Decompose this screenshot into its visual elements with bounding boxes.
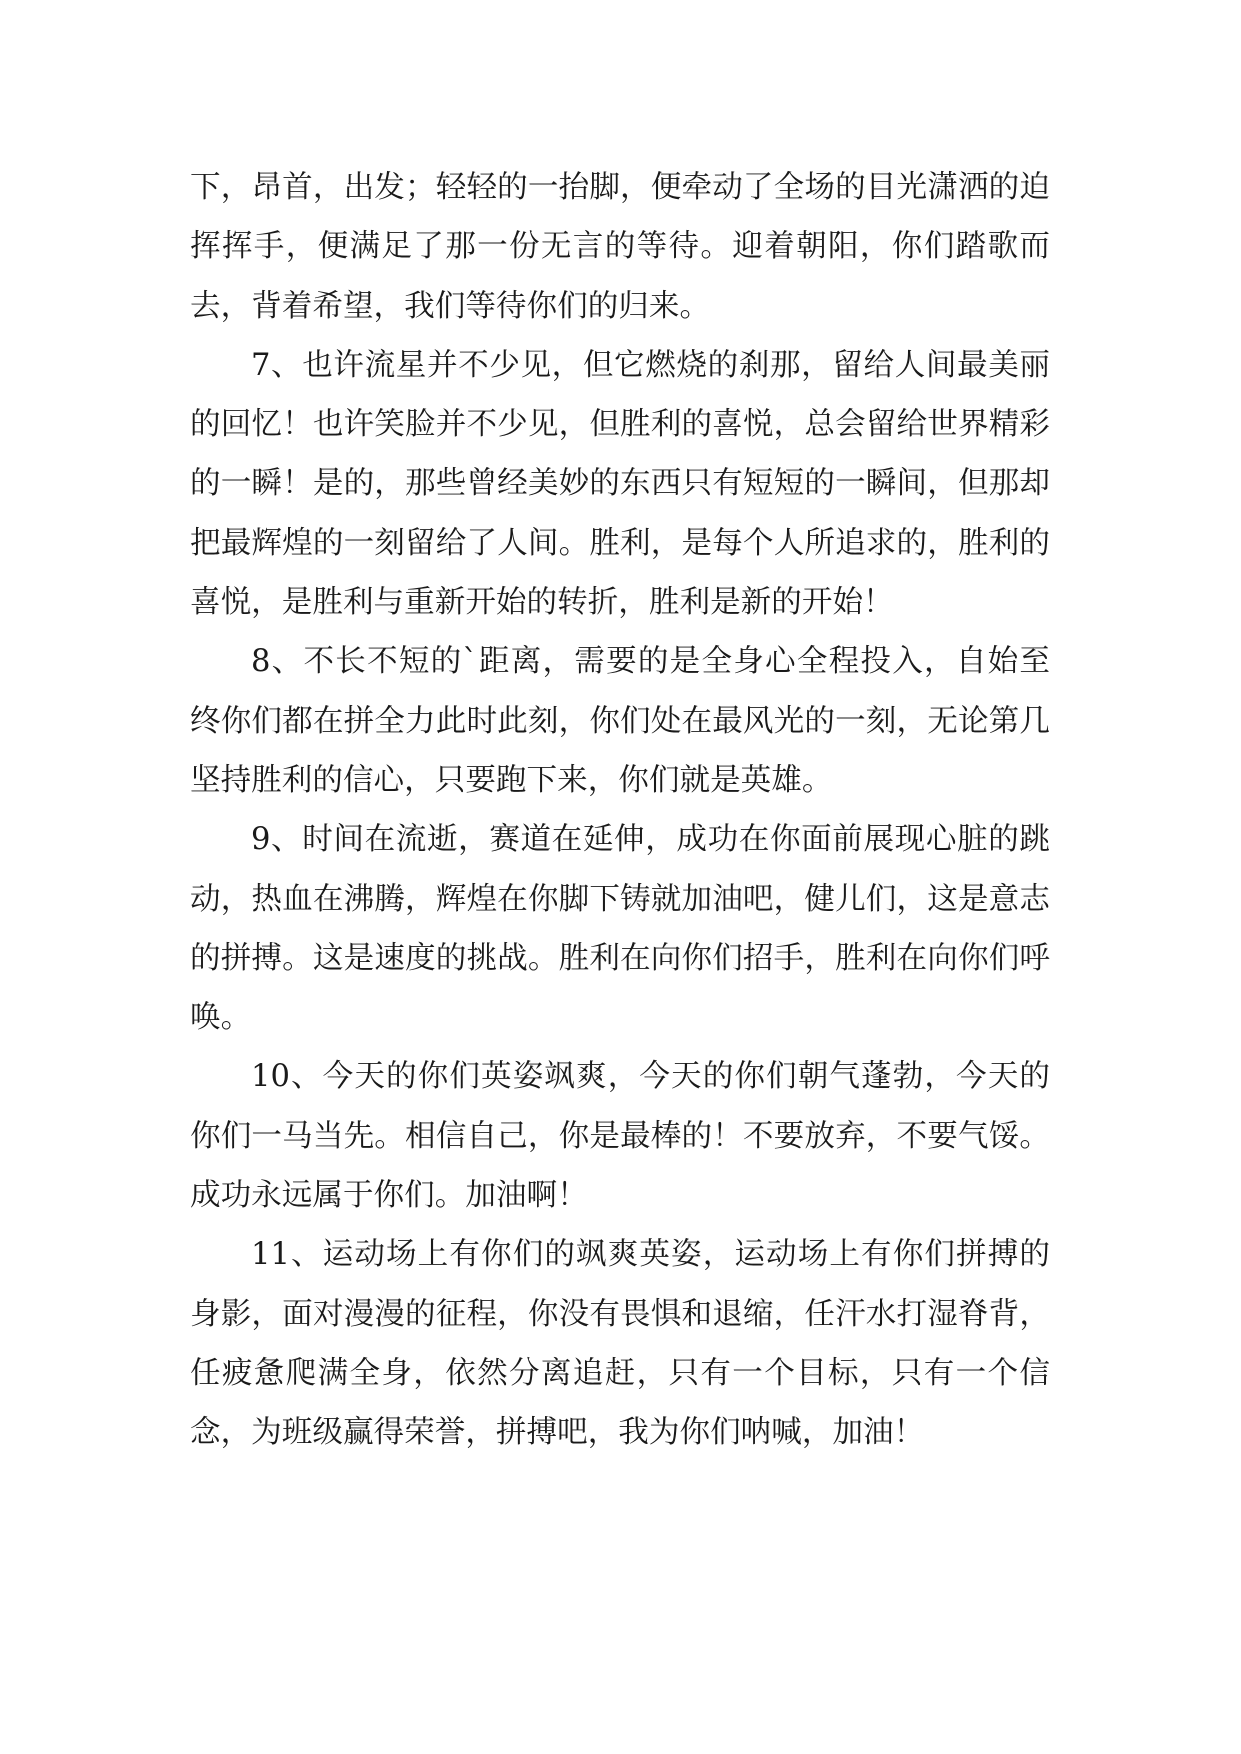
paragraph-item-10: 10、今天的你们英姿飒爽，今天的你们朝气蓬勃，今天的你们一马当先。相信自己，你是最棒的！不要放弃，不要气馁。成功永远属于你们。加油啊！	[190, 1059, 1050, 1214]
paragraph-item-7: 7、也许流星并不少见，但它燃烧的刹那，留给人间最美丽的回忆！也许笑脸并不少见，但胜利的喜悦，总会留给世界精彩的一瞬！是的，那些曾经美妙的东西只有短短的一瞬间，但那却把最辉煌的一刻留给了人间。胜利，是每个人所追求的，胜利的喜悦，是胜利与重新开始的转折，胜利是新的开始！	[190, 347, 1050, 621]
paragraph-item-9: 9、时间在流逝，赛道在延伸，成功在你面前展现心脏的跳动，热血在沸腾，辉煌在你脚下铸就加油吧，健儿们，这是意志的拼搏。这是速度的挑战。胜利在向你们招手，胜利在向你们呼唤。	[190, 822, 1050, 1036]
paragraph-continuation: 下，昂首，出发；轻轻的一抬脚，便牵动了全场的目光潇洒的迫挥挥手，便满足了那一份无言的等待。迎着朝阳，你们踏歌而去，背着希望，我们等待你们的归来。	[190, 170, 1050, 324]
paragraph-item-11: 11、运动场上有你们的飒爽英姿，运动场上有你们拼搏的身影，面对漫漫的征程，你没有畏惧和退缩，任汗水打湿脊背，任疲惫爬满全身，依然分离追赶，只有一个目标，只有一个信念，为班级赢得荣誉，拼搏吧，我为你们呐喊，加油！	[190, 1237, 1050, 1451]
document-body	[190, 158, 1050, 1463]
paragraph-item-8: 8、不长不短的`距离，需要的是全身心全程投入，自始至终你们都在拼全力此时此刻，你们处在最风光的一刻，无论第几坚持胜利的信心，只要跑下来，你们就是英雄。	[190, 644, 1050, 798]
